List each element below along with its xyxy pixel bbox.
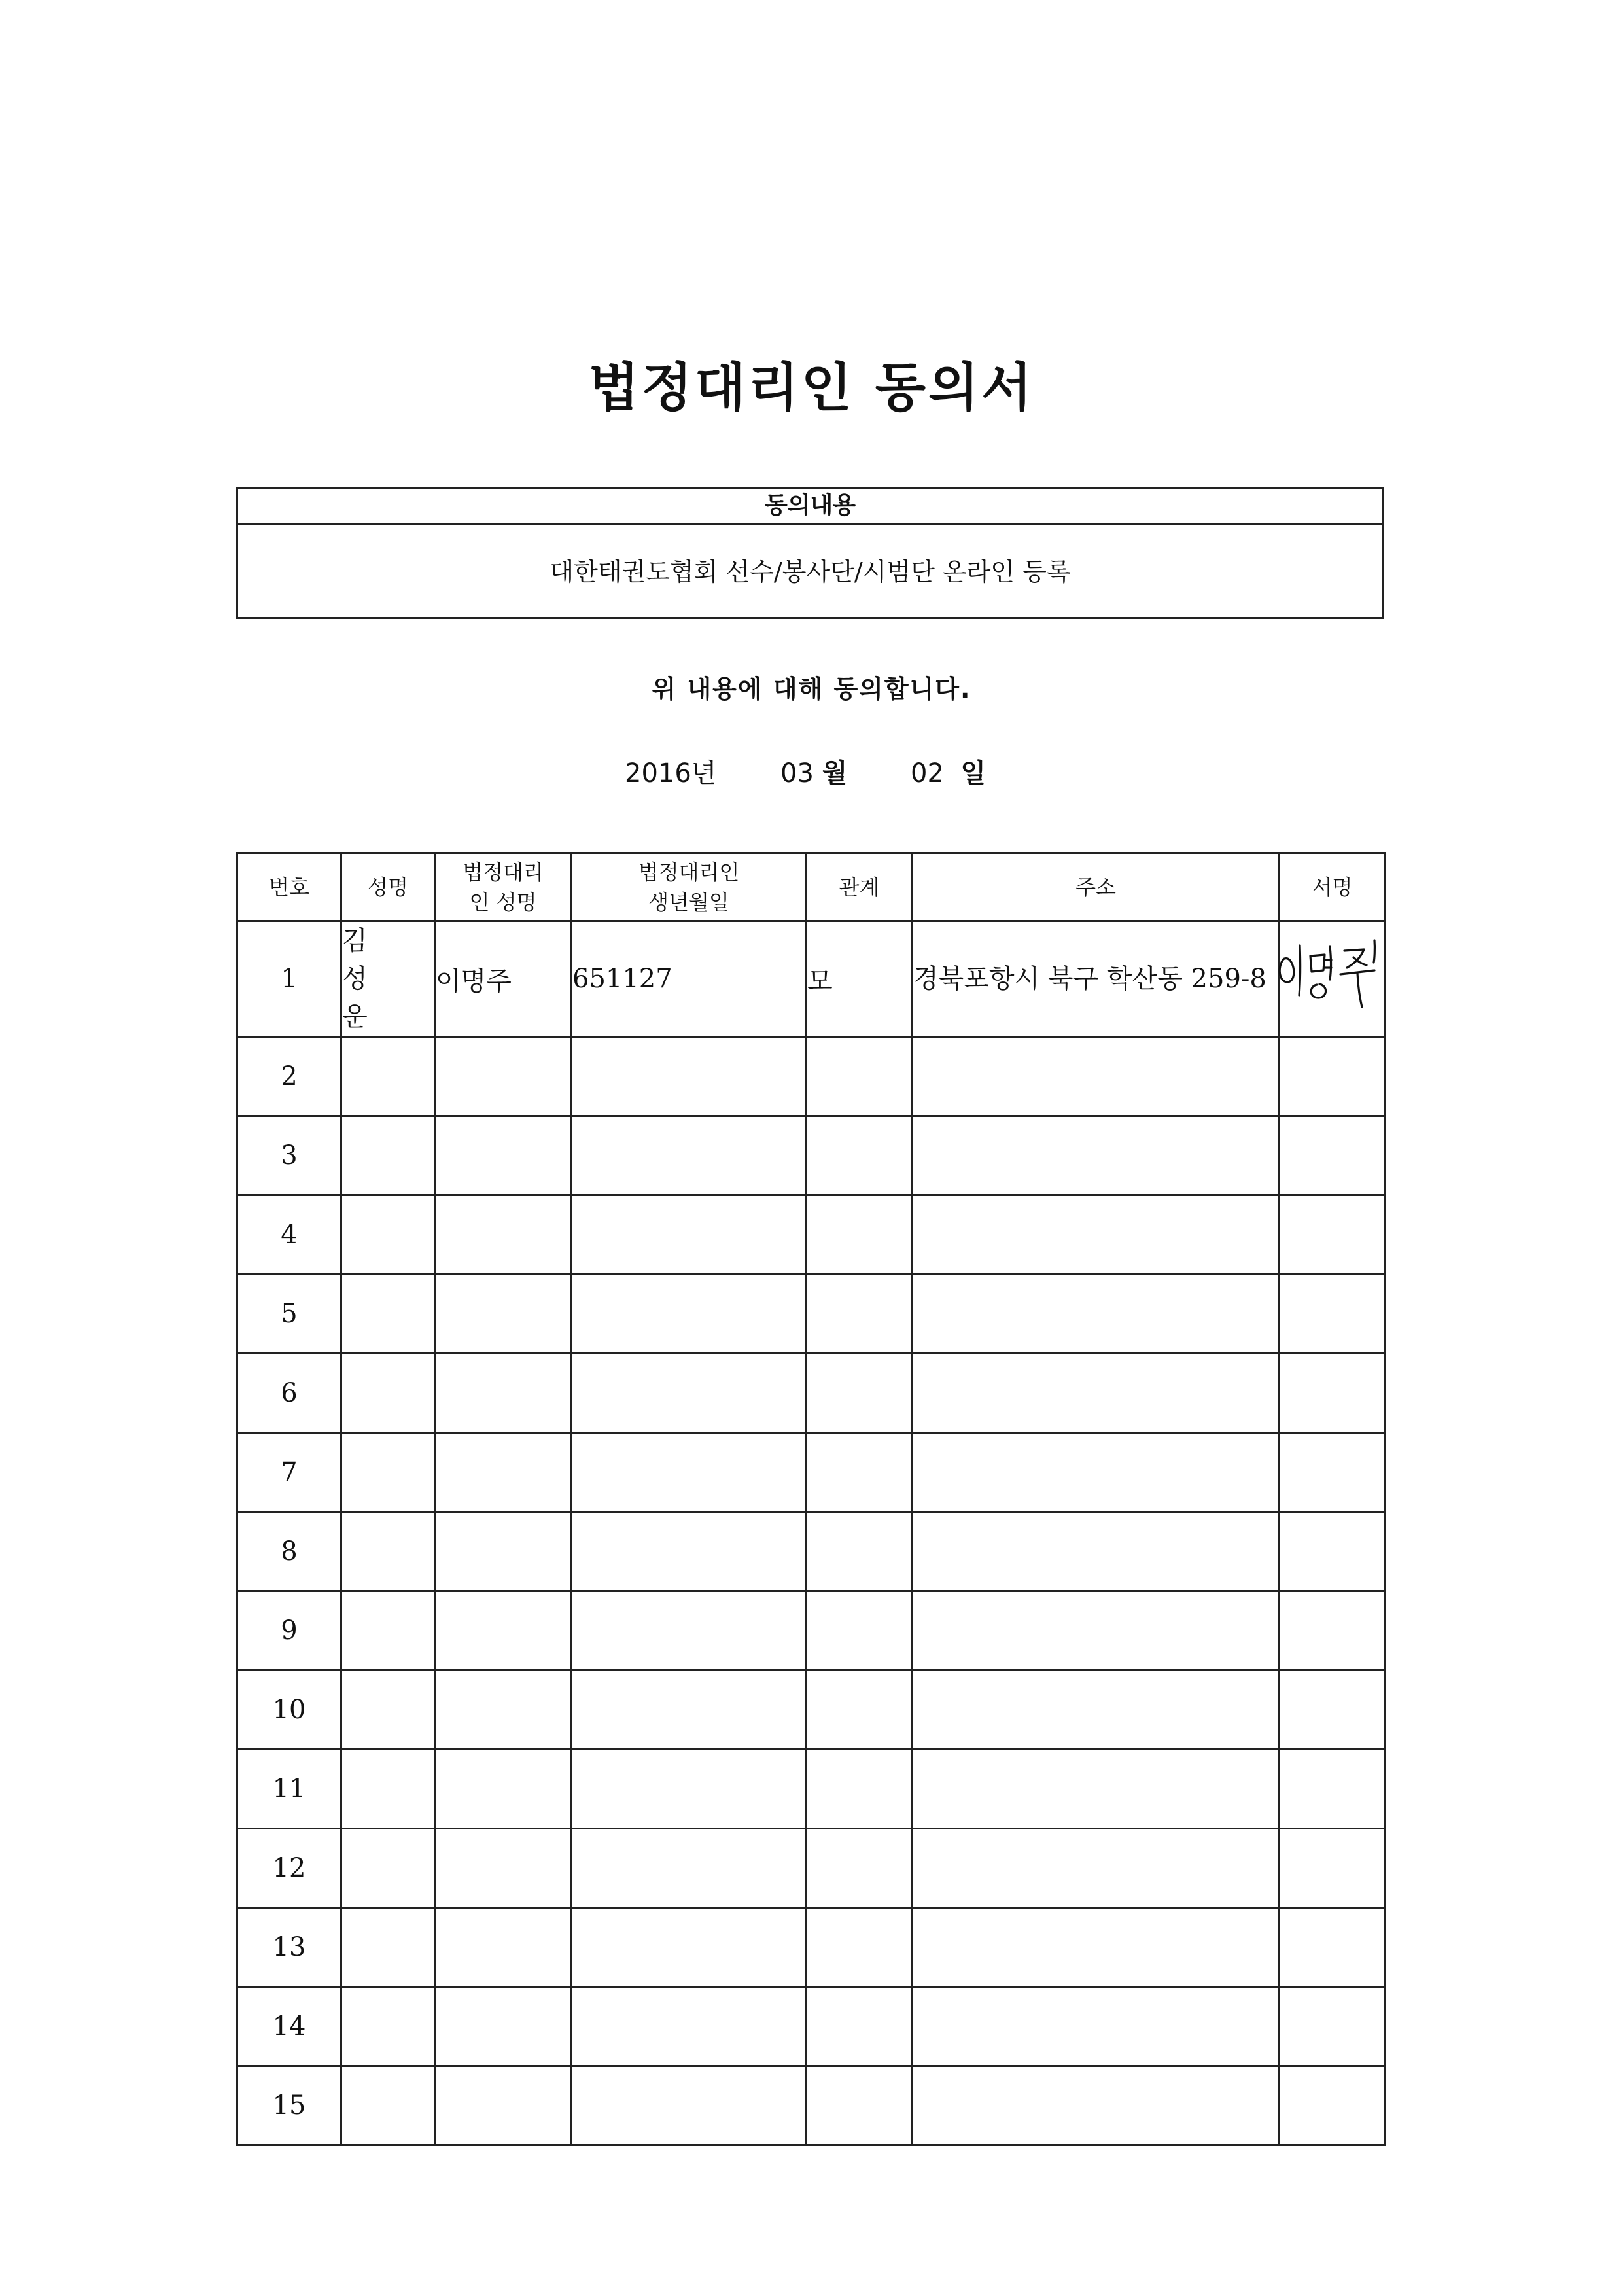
row-number: 9 (237, 1591, 341, 1670)
table-row (237, 1829, 1386, 1908)
relation (807, 1037, 913, 1116)
table-row (237, 1195, 1386, 1275)
header-name: 성명 (341, 853, 435, 921)
guardian-name (435, 1750, 572, 1829)
table-row (237, 2066, 1386, 2146)
table-row (237, 1512, 1386, 1591)
row-number: 6 (237, 1354, 341, 1433)
day-value: 02 (911, 758, 944, 788)
signature-cell (1280, 1354, 1386, 1433)
date-month (780, 755, 847, 792)
header-signature: 서명 (1280, 853, 1386, 921)
relation (807, 1670, 913, 1750)
consent-content-box (236, 487, 1384, 619)
guardian-birth (572, 1275, 807, 1354)
table-row (237, 1987, 1386, 2066)
relation (807, 2066, 913, 2146)
header-guardian-birth: 법정대리인 생년월일 (572, 853, 807, 921)
header-number: 번호 (237, 853, 341, 921)
address (913, 1829, 1280, 1908)
child-name (341, 1354, 435, 1433)
row-number: 14 (237, 1987, 341, 2066)
table-row (237, 1433, 1386, 1512)
address (913, 2066, 1280, 2146)
guardian-birth: 651127 (572, 921, 807, 1037)
guardian-birth (572, 1750, 807, 1829)
address (913, 1195, 1280, 1275)
row-number: 12 (237, 1829, 341, 1908)
signature-cell (1280, 1829, 1386, 1908)
table-row (237, 921, 1386, 1037)
signature-cell (1280, 1591, 1386, 1670)
row-number: 5 (237, 1275, 341, 1354)
table-row (237, 1591, 1386, 1670)
guardian-name (435, 1908, 572, 1987)
guardian-name (435, 1591, 572, 1670)
signature-cell (1280, 1670, 1386, 1750)
signature-cell (1280, 2066, 1386, 2146)
date-day (911, 755, 986, 792)
signature-cell (1280, 1116, 1386, 1195)
row-number: 10 (237, 1670, 341, 1750)
row-number: 13 (237, 1908, 341, 1987)
address (913, 1433, 1280, 1512)
child-name (341, 1591, 435, 1670)
guardian-birth (572, 1987, 807, 2066)
header-guardian-name: 법정대리인 성명 (435, 853, 572, 921)
row-number: 11 (237, 1750, 341, 1829)
row-number: 15 (237, 2066, 341, 2146)
year-unit: 년 (691, 758, 717, 788)
child-name (341, 1908, 435, 1987)
table-row (237, 1908, 1386, 1987)
signature-cell (1280, 921, 1386, 1037)
signature-cell (1280, 1750, 1386, 1829)
guardian-table (236, 852, 1386, 2146)
guardian-name (435, 1433, 572, 1512)
address (913, 1512, 1280, 1591)
table-row (237, 1670, 1386, 1750)
consent-heading: 동의내용 (238, 489, 1382, 525)
relation (807, 1116, 913, 1195)
guardian-name (435, 1829, 572, 1908)
guardian-birth (572, 2066, 807, 2146)
signature-cell (1280, 1908, 1386, 1987)
guardian-name (435, 1512, 572, 1591)
signature-cell (1280, 1275, 1386, 1354)
address (913, 1908, 1280, 1987)
relation (807, 1195, 913, 1275)
table-row (237, 1275, 1386, 1354)
guardian-name (435, 2066, 572, 2146)
relation (807, 1354, 913, 1433)
relation (807, 1829, 913, 1908)
row-number: 3 (237, 1116, 341, 1195)
table-header-row (237, 853, 1386, 921)
header-address: 주소 (913, 853, 1280, 921)
agreement-statement: 위 내용에 대해 동의합니다. (652, 675, 971, 703)
year-value: 2016 (625, 758, 691, 788)
child-name (341, 1750, 435, 1829)
child-name (341, 2066, 435, 2146)
child-name (341, 1275, 435, 1354)
guardian-birth (572, 1512, 807, 1591)
address (913, 1116, 1280, 1195)
guardian-name (435, 1670, 572, 1750)
row-number: 8 (237, 1512, 341, 1591)
relation (807, 1908, 913, 1987)
row-number: 7 (237, 1433, 341, 1512)
guardian-birth (572, 1116, 807, 1195)
guardian-name (435, 1116, 572, 1195)
relation (807, 1275, 913, 1354)
guardian-birth (572, 1829, 807, 1908)
child-name (341, 1512, 435, 1591)
signature-cell (1280, 1512, 1386, 1591)
relation (807, 1512, 913, 1591)
guardian-name (435, 1195, 572, 1275)
header-relation: 관계 (807, 853, 913, 921)
guardian-birth (572, 1433, 807, 1512)
guardian-name: 이명주 (435, 921, 572, 1037)
table-row (237, 1037, 1386, 1116)
address (913, 1354, 1280, 1433)
guardian-birth (572, 1037, 807, 1116)
child-name (341, 1829, 435, 1908)
relation: 모 (807, 921, 913, 1037)
relation (807, 1433, 913, 1512)
child-name (341, 1037, 435, 1116)
child-name (341, 1433, 435, 1512)
signature-cell (1280, 1037, 1386, 1116)
guardian-birth (572, 1354, 807, 1433)
guardian-name (435, 1354, 572, 1433)
signature-cell (1280, 1433, 1386, 1512)
address (913, 1591, 1280, 1670)
address (913, 1037, 1280, 1116)
address (913, 1750, 1280, 1829)
table-row (237, 1116, 1386, 1195)
child-name (341, 1987, 435, 2066)
child-name (341, 1195, 435, 1275)
relation (807, 1987, 913, 2066)
document-title: 법정대리인 동의서 (588, 357, 1035, 418)
address: 경북포항시 북구 학산동 259-8 (913, 921, 1280, 1037)
address (913, 1670, 1280, 1750)
guardian-birth (572, 1670, 807, 1750)
guardian-birth (572, 1195, 807, 1275)
day-unit: 일 (960, 758, 986, 788)
row-number: 2 (237, 1037, 341, 1116)
month-value: 03 (780, 758, 814, 788)
child-name (341, 1670, 435, 1750)
child-name: 김 성 운 (341, 921, 435, 1037)
guardian-name (435, 1037, 572, 1116)
relation (807, 1750, 913, 1829)
table-row (237, 1354, 1386, 1433)
address (913, 1275, 1280, 1354)
table-row (237, 1750, 1386, 1829)
address (913, 1987, 1280, 2066)
date-year (625, 755, 716, 792)
consent-body: 대한태권도협회 선수/봉사단/시범단 온라인 등록 (550, 557, 1071, 586)
handwritten-signature (1276, 936, 1427, 1008)
relation (807, 1591, 913, 1670)
row-number: 1 (237, 921, 341, 1037)
guardian-birth (572, 1591, 807, 1670)
guardian-name (435, 1987, 572, 2066)
guardian-birth (572, 1908, 807, 1987)
guardian-name (435, 1275, 572, 1354)
month-unit: 월 (822, 758, 848, 788)
signature-cell (1280, 1195, 1386, 1275)
signature-cell (1280, 1987, 1386, 2066)
child-name (341, 1116, 435, 1195)
row-number: 4 (237, 1195, 341, 1275)
